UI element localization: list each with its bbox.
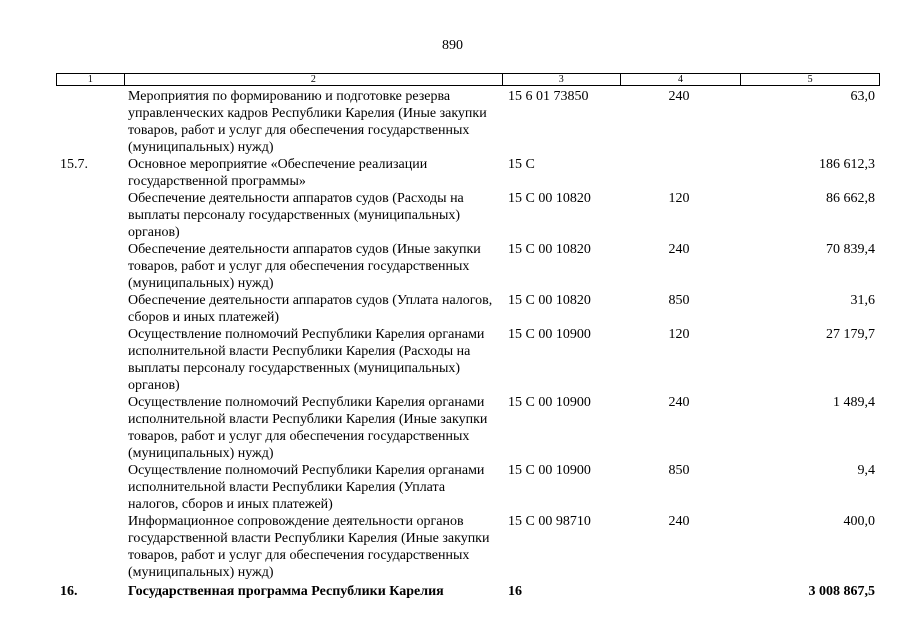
row-code: 15 С 00 10900 <box>508 395 591 410</box>
table-row <box>0 156 905 190</box>
row-type: 850 <box>668 293 690 308</box>
row-type: 240 <box>668 89 690 104</box>
row-name: Государственная программа Республики Карелия <box>128 584 444 599</box>
table-row <box>0 241 905 292</box>
row-name: Обеспечение деятельности аппаратов судов (Расходы на выплаты персоналу государственных (муниципальных) органов) <box>128 191 464 240</box>
header-col-2: 2 <box>125 74 503 85</box>
row-sum: 63,0 <box>850 89 875 104</box>
row-name: Осуществление полномочий Республики Карелия органами исполнительной власти Республики Карелия (Расходы на выплаты персоналу государственных (муниципальных) органов) <box>128 327 485 393</box>
row-type: 240 <box>668 514 690 529</box>
row-sum: 86 662,8 <box>826 191 875 206</box>
row-type: 240 <box>668 395 690 410</box>
row-sum: 70 839,4 <box>826 242 875 257</box>
table-row <box>0 88 905 156</box>
table-row <box>0 326 905 394</box>
row-code: 16 <box>508 584 522 599</box>
table-row <box>0 190 905 241</box>
row-name: Мероприятия по формированию и подготовке резерва управленческих кадров Республики Карелия (Иные закупки товаров, работ и услуг для обеспечения государственных (муниципальных) нужд) <box>128 89 487 155</box>
row-sum: 31,6 <box>850 293 875 308</box>
row-type: 240 <box>668 242 690 257</box>
row-number: 15.7. <box>60 157 88 172</box>
row-code: 15 С 00 10820 <box>508 191 591 206</box>
row-number: 16. <box>60 584 78 599</box>
row-sum: 400,0 <box>843 514 875 529</box>
row-type: 120 <box>668 327 690 342</box>
row-sum: 3 008 867,5 <box>808 584 875 599</box>
row-type: 850 <box>668 463 690 478</box>
table-header <box>56 73 880 86</box>
row-name: Осуществление полномочий Республики Карелия органами исполнительной власти Республики Карелия (Уплата налогов, сборов и иных платежей) <box>128 463 485 512</box>
row-name: Обеспечение деятельности аппаратов судов (Иные закупки товаров, работ и услуг для обеспечения государственных (муниципальных) нужд) <box>128 242 481 291</box>
row-name: Основное мероприятие «Обеспечение реализации государственной программы» <box>128 157 428 189</box>
table-row <box>0 394 905 462</box>
row-name: Информационное сопровождение деятельности органов государственной власти Республики Карелия (Иные закупки товаров, работ и услуг для обеспечения государственных (муниципальных) нужд) <box>128 514 490 580</box>
row-code: 15 С 00 10900 <box>508 327 591 342</box>
row-sum: 9,4 <box>857 463 875 478</box>
row-sum: 1 489,4 <box>833 395 875 410</box>
header-col-4: 4 <box>621 74 742 85</box>
row-code: 15 С <box>508 157 535 172</box>
page-number: 890 <box>442 38 463 53</box>
row-code: 15 С 00 10820 <box>508 293 591 308</box>
row-sum: 186 612,3 <box>819 157 875 172</box>
table-row-program-total <box>0 583 905 600</box>
header-col-1: 1 <box>57 74 125 85</box>
row-code: 15 С 00 10900 <box>508 463 591 478</box>
row-sum: 27 179,7 <box>826 327 875 342</box>
row-name: Обеспечение деятельности аппаратов судов (Уплата налогов, сборов и иных платежей) <box>128 293 493 325</box>
header-col-3: 3 <box>503 74 621 85</box>
row-code: 15 6 01 73850 <box>508 89 589 104</box>
row-code: 15 С 00 10820 <box>508 242 591 257</box>
table-row <box>0 513 905 581</box>
row-type: 120 <box>668 191 690 206</box>
table-row <box>0 292 905 326</box>
table-row <box>0 462 905 513</box>
header-col-5: 5 <box>807 74 813 85</box>
row-code: 15 С 00 98710 <box>508 514 591 529</box>
table-body <box>0 88 905 600</box>
row-name: Осуществление полномочий Республики Карелия органами исполнительной власти Республики Карелия (Иные закупки товаров, работ и услуг для обеспечения государственных (муниципальных) нужд) <box>128 395 488 461</box>
